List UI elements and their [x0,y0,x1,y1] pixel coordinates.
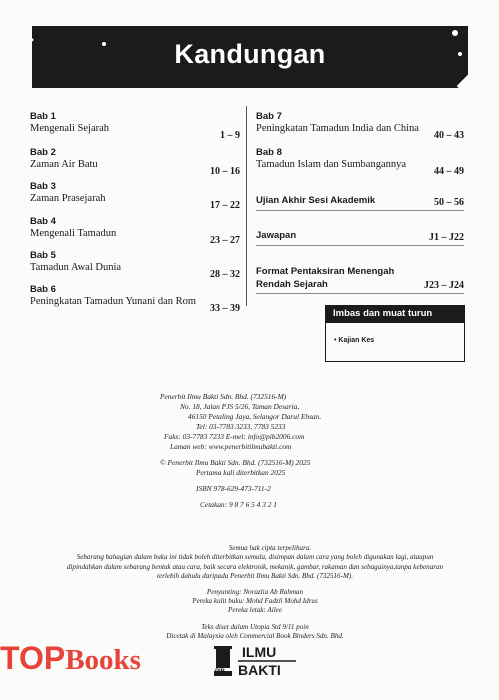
page-range: 17 – 22 [210,200,240,211]
first-published: Pertama kali diterbitkan 2025 [196,468,286,477]
chapter-number: Bab 1 [30,111,56,122]
page-title: Kandungan [174,39,326,69]
kajian-kes-item[interactable]: • Kajian Kes [334,337,375,344]
toc-entry[interactable] [30,216,240,246]
toc-entry[interactable] [30,111,240,141]
page-range: 1 – 9 [220,130,240,141]
page-range: 44 – 49 [434,166,464,177]
printed-by: Dicetak di Malaysia oleh Commercial Book Binders Sdn. Bhd. [166,632,344,641]
page-range: J23 – J24 [424,280,464,291]
publisher: Penerbit Ilmu Bakti Sdn. Bhd. (732516-M) [160,392,287,401]
chapter-title: Peningkatan Tamadun India dan China [256,123,419,134]
chapter-title: Tamadun Islam dan Sumbangannya [256,159,407,170]
layout-designer: Pereka letak: Ailee [228,606,282,615]
toc-entry[interactable] [30,181,240,211]
page-range: 28 – 32 [210,269,240,280]
toc-entry[interactable] [256,147,464,177]
chapter-number: Bab 2 [30,147,56,158]
section-title: Ujian Akhir Sesi Akademik [256,195,376,206]
column-divider [246,106,247,306]
toc-entry[interactable] [256,229,464,246]
logo-text1: ILMU [242,644,277,660]
chapter-number: Bab 7 [256,111,282,122]
isbn: ISBN 978-629-473-711-2 [196,484,271,493]
toc-entry[interactable] [30,250,240,280]
imprint-block [160,392,450,510]
scan-download-box [325,305,465,362]
section-title: Rendah Sejarah [256,279,328,290]
chapter-title: Mengenali Tamadun [30,228,117,239]
watermark-part1: TOP [0,640,66,676]
header-banner [32,26,468,88]
page-range: 10 – 16 [210,166,240,177]
scan-download-title: Imbas dan muat turun [325,305,465,323]
rights-notice: Sebarang bahagian dalam buku ini tidak boleh diterbitkan semula, disimpan dalam cara yang boleh digunakan lagi, ataupun dipindahkan dalam sebarang bentuk atau cara, baik secara elektronik, mekanik, gambar, rakaman dan sebagainya,tanpa kebenaran terlebih dahulu daripada Penerbit Ilmu Bakti Sdn. Bhd. (732516-M). [66,553,444,581]
logo-text2: BAKTI [238,662,281,678]
toc-entry[interactable] [256,111,464,141]
printing: Cetakan: 9 8 7 6 5 4 3 2 1 [200,500,277,509]
toc-entry[interactable] [256,265,464,294]
ilmu-bakti-logo [214,644,298,678]
kajian-kes-label: Kajian Kes [338,337,375,344]
address-line: 46150 Petaling Jaya, Selangor Darul Ehsan. [188,412,322,421]
telephone: Tel: 03-7783 3233, 7783 5233 [196,422,286,431]
chapter-number: Bab 4 [30,216,56,227]
toc-entry[interactable] [30,147,240,177]
topbooks-watermark [0,640,141,677]
logo-mark: PIB [215,669,226,675]
chapter-title: Tamadun Awal Dunia [30,262,122,273]
chapter-title: Zaman Air Batu [30,159,98,170]
toc-entry[interactable] [30,284,240,314]
decor-dot [452,30,458,36]
chapter-title: Peningkatan Tamadun Yunani dan Rom [30,296,197,307]
chapter-number: Bab 3 [30,181,56,192]
chapter-title: Mengenali Sejarah [30,123,110,134]
copyright: © Penerbit Ilmu Bakti Sdn. Bhd. (732516-M) 2025 [160,458,311,467]
address-line: No. 18, Jalan PJS 5/26, Taman Desaria, [180,402,300,411]
rights-block [60,544,450,642]
page-range: J1 – J22 [429,232,464,243]
page-range: 33 – 39 [210,303,240,314]
section-title: Jawapan [256,230,297,241]
scan-download-body [325,323,465,362]
fax-email: Faks: 03-7783 7233 E-mel: info@pib2006.com [164,432,305,441]
chapter-number: Bab 8 [256,147,282,158]
chapter-number: Bab 6 [30,284,56,295]
typeset: Teks diset dalam Utopia Std 9/11 poin [201,622,309,631]
cover-designer: Pereka kulit buku: Mohd Fadzli Mohd Idrus [192,597,318,606]
rights: Semua hak cipta terpelihara. [228,544,312,552]
chapter-number: Bab 5 [30,250,56,261]
page-range: 40 – 43 [434,130,464,141]
page-range: 50 – 56 [434,197,464,208]
chapter-title: Zaman Prasejarah [30,193,106,204]
toc-entry[interactable] [256,194,464,211]
section-title: Format Pentaksiran Menengah [256,266,395,277]
watermark-part2: Books [65,644,141,676]
editor: Penyunting: Norazlia Ab Rahman [206,587,304,596]
website: Laman web: www.penerbitilmubakti.com [170,442,292,451]
page-range: 23 – 27 [210,235,240,246]
